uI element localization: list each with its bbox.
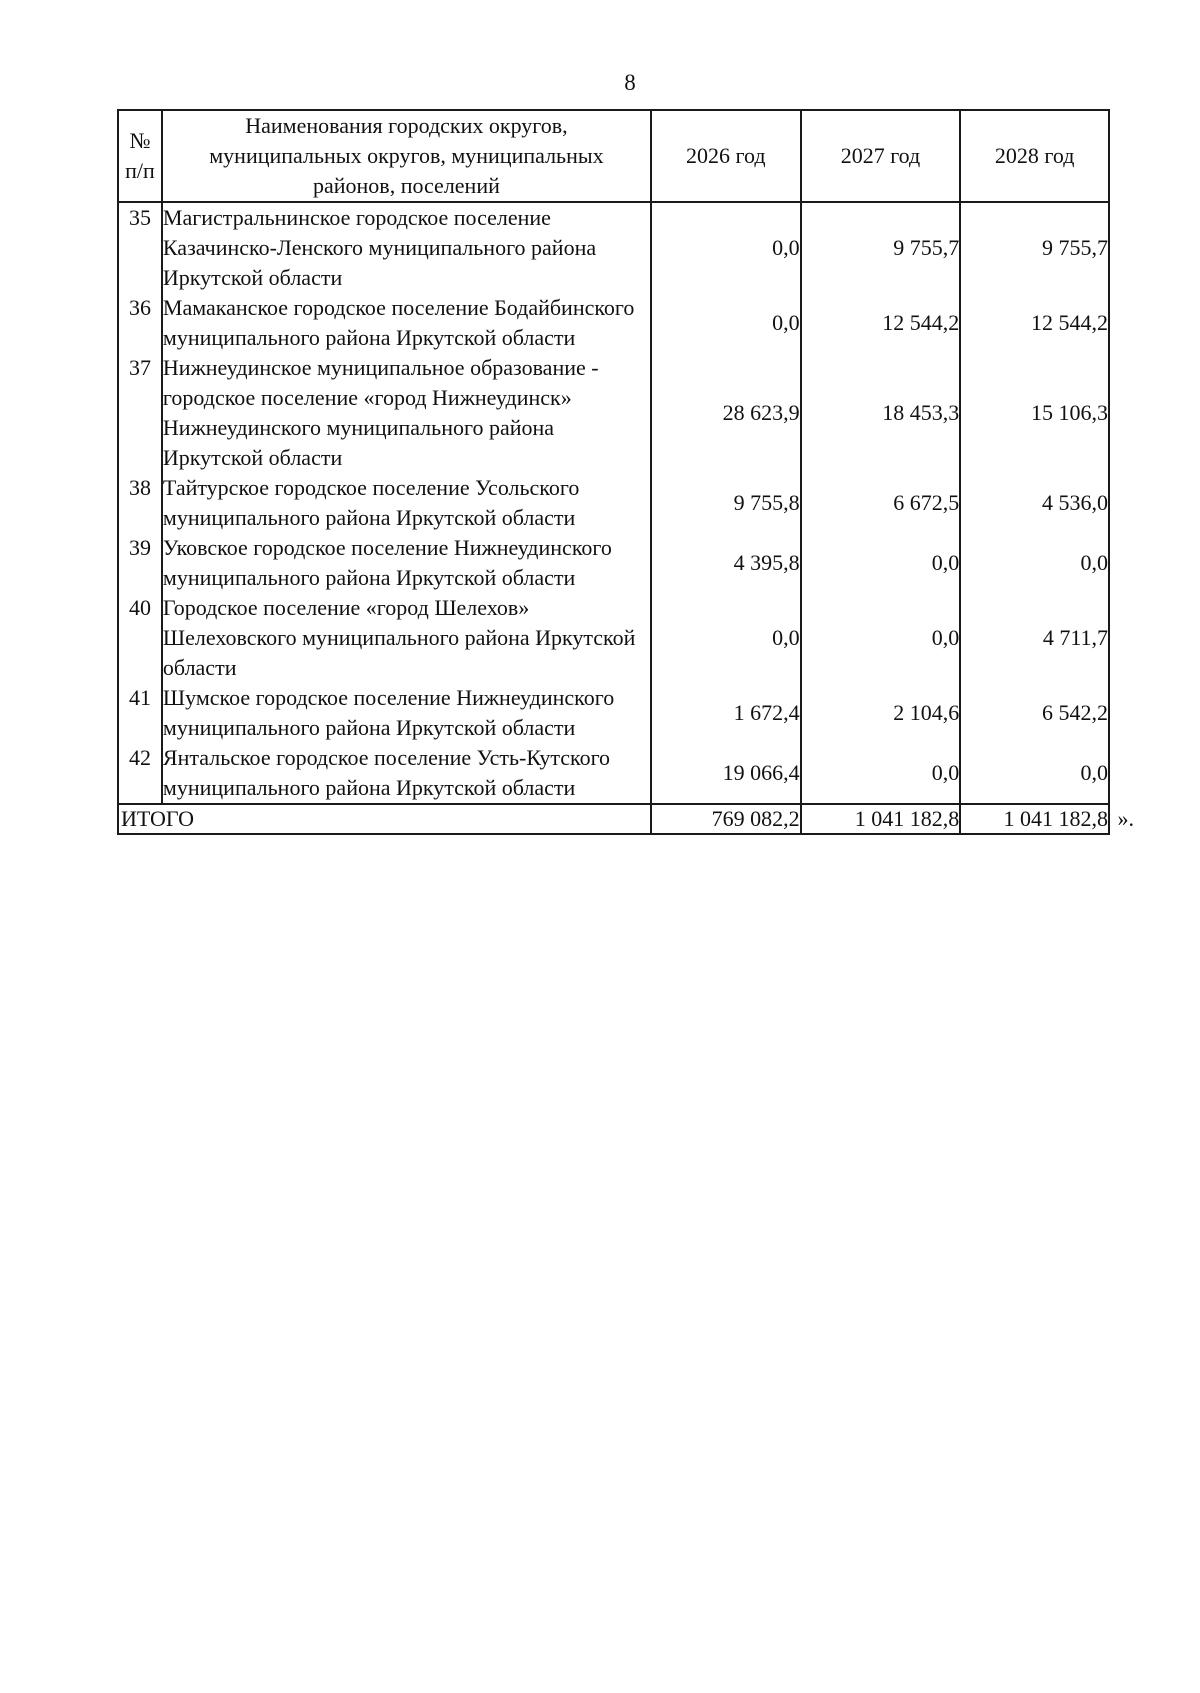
table-row <box>118 473 1109 533</box>
row-value-2026: 1 672,4 <box>651 683 801 743</box>
row-number: 42 <box>118 743 162 804</box>
row-value-2027: 18 453,3 <box>801 353 961 473</box>
budget-table <box>117 109 1134 835</box>
total-value-2026: 769 082,2 <box>651 804 801 834</box>
row-value-2028: 4 711,7 <box>960 593 1109 683</box>
header-name: Наименования городских округов, муниципальных округов, муниципальных районов, поселений <box>162 110 651 202</box>
page-number: 8 <box>624 70 636 95</box>
row-value-2026: 19 066,4 <box>651 743 801 804</box>
row-number: 35 <box>118 202 162 293</box>
table-body <box>118 202 1134 834</box>
row-number: 38 <box>118 473 162 533</box>
total-value-2028: 1 041 182,8 <box>1003 806 1108 831</box>
row-value-2026: 9 755,8 <box>651 473 801 533</box>
row-value-2027: 0,0 <box>801 593 961 683</box>
table-row <box>118 593 1109 683</box>
table-row <box>118 293 1109 353</box>
row-name: Шумское городское поселение Нижнеудинского муниципального района Иркутской области <box>162 683 651 743</box>
row-name: Янтальское городское поселение Усть-Кутского муниципального района Иркутской области <box>162 743 651 804</box>
row-value-2027: 9 755,7 <box>801 202 961 293</box>
row-value-2027: 2 104,6 <box>801 683 961 743</box>
row-value-2028: 9 755,7 <box>960 202 1109 293</box>
row-value-2028: 0,0 <box>960 533 1109 593</box>
row-value-2028: 6 542,2 <box>960 683 1109 743</box>
header-num: № п/п <box>118 110 162 202</box>
header-2028: 2028 год <box>960 110 1109 202</box>
total-label: ИТОГО <box>118 804 651 834</box>
table-header <box>118 110 1109 202</box>
header-2026: 2026 год <box>651 110 801 202</box>
row-value-2026: 0,0 <box>651 293 801 353</box>
row-name: Уковское городское поселение Нижнеудинского муниципального района Иркутской области <box>162 533 651 593</box>
row-value-2026: 4 395,8 <box>651 533 801 593</box>
total-row <box>118 804 1109 834</box>
row-value-2027: 0,0 <box>801 533 961 593</box>
header-2027: 2027 год <box>801 110 961 202</box>
row-value-2026: 28 623,9 <box>651 353 801 473</box>
row-name: Городское поселение «город Шелехов» Шелеховского муниципального района Иркутской области <box>162 593 651 683</box>
closing-mark: ». <box>1117 806 1134 831</box>
row-number: 39 <box>118 533 162 593</box>
header-row <box>118 110 1109 202</box>
row-value-2028: 4 536,0 <box>960 473 1109 533</box>
table-row <box>118 683 1109 743</box>
table-row <box>118 533 1109 593</box>
table-row <box>118 202 1109 293</box>
row-name: Нижнеудинское муниципальное образование - городское поселение «город Нижнеудинск» Нижнеудинского муниципального района Иркутской области <box>162 353 651 473</box>
row-value-2027: 0,0 <box>801 743 961 804</box>
row-number: 41 <box>118 683 162 743</box>
row-value-2027: 12 544,2 <box>801 293 961 353</box>
row-number: 37 <box>118 353 162 473</box>
table-row <box>118 353 1109 473</box>
row-value-2028: 12 544,2 <box>960 293 1109 353</box>
row-value-2026: 0,0 <box>651 202 801 293</box>
row-name: Магистральнинское городское поселение Казачинско-Ленского муниципального района Иркутской области <box>162 202 651 293</box>
row-name: Тайтурское городское поселение Усольского муниципального района Иркутской области <box>162 473 651 533</box>
row-value-2027: 6 672,5 <box>801 473 961 533</box>
row-value-2028: 15 106,3 <box>960 353 1109 473</box>
row-number: 40 <box>118 593 162 683</box>
total-value-2028-cell <box>960 804 1134 834</box>
table-row <box>118 743 1109 804</box>
row-value-2026: 0,0 <box>651 593 801 683</box>
row-name: Мамаканское городское поселение Бодайбинского муниципального района Иркутской области <box>162 293 651 353</box>
row-number: 36 <box>118 293 162 353</box>
total-value-2027: 1 041 182,8 <box>801 804 961 834</box>
row-value-2028: 0,0 <box>960 743 1109 804</box>
